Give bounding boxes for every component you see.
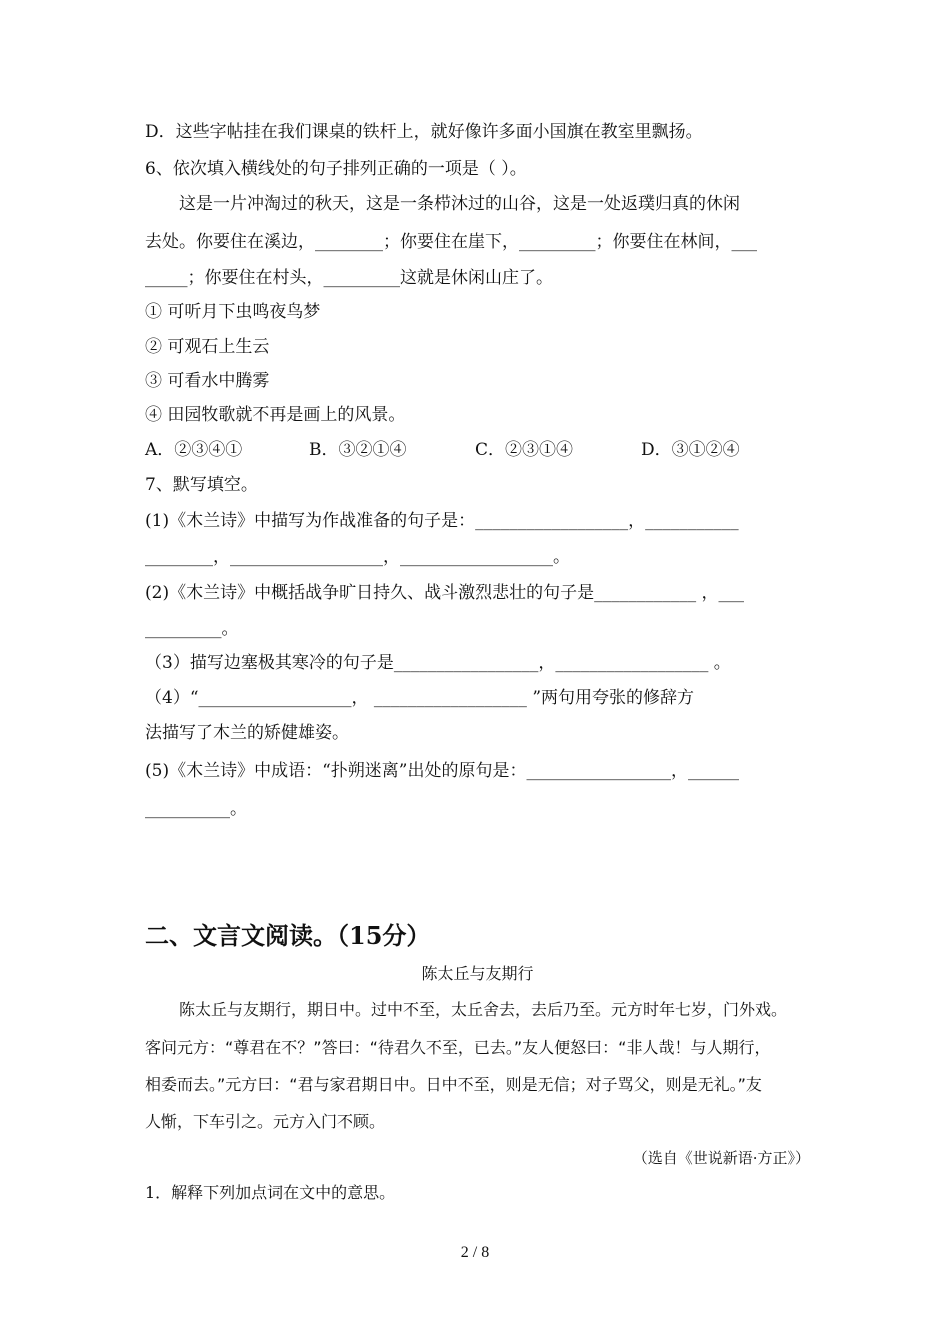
q6-passage-1: 这是一片冲淘过的秋天，这是一条栉沐过的山谷，这是一处返璞归真的休闲: [179, 194, 740, 214]
passage-title: 陈太丘与友期行: [421, 964, 534, 983]
passage-source: （选自《世说新语·方正》）: [632, 1149, 810, 1167]
q7-part-4b: 法描写了木兰的矫健雄姿。: [145, 723, 349, 743]
q7-part-2b: _________。: [145, 619, 239, 639]
q6-options: [145, 439, 810, 461]
q7-part-2a: (2)《木兰诗》中概括战争旷日持久、战斗激烈悲壮的句子是____________ ，___: [145, 583, 744, 603]
q6-option-a: A．②③④①: [145, 440, 243, 460]
passage-line-3: 相委而去。”元方曰：“君与家君期日中。日中不至，则是无信；对子骂父，则是无礼。”友: [145, 1075, 762, 1094]
sub-question-1: 1．解释下列加点词在文中的意思。: [145, 1183, 396, 1202]
question-7: 7、默写填空。: [145, 475, 258, 495]
q7-part-1a: (1)《木兰诗》中描写为作战准备的句子是：__________________，___________: [145, 511, 739, 531]
q7-part-4a: （4）“__________________， __________________ ”两句用夸张的修辞方: [145, 688, 695, 708]
question-6: 6、依次填入横线处的句子排列正确的一项是（ ）。: [145, 159, 527, 179]
page-number: 2 / 8: [460, 1244, 490, 1261]
q6-item-4: ④ 田园牧歌就不再是画上的风景。: [145, 405, 406, 425]
q7-part-3: （3）描写边塞极其寒冷的句子是_________________，__________________ 。: [145, 653, 731, 673]
line-d-option: D．这些字帖挂在我们课桌的铁杆上，就好像许多面小国旗在教室里飘扬。: [145, 122, 703, 142]
q6-option-d: D．③①②④: [641, 440, 740, 460]
passage-line-1: 陈太丘与友期行，期日中。过中不至，太丘舍去，去后乃至。元方时年七岁，门外戏。: [179, 1000, 788, 1019]
q6-option-b: B．③②①④: [309, 440, 407, 460]
q6-option-c: C．②③①④: [475, 440, 574, 460]
q7-part-1b: ________，__________________，__________________。: [145, 547, 570, 567]
section-heading: 二、文言文阅读。（15分）: [145, 921, 431, 950]
q6-passage-3: _____；你要住在村头，_________这就是休闲山庄了。: [145, 268, 553, 288]
q6-item-1: ① 可听月下虫鸣夜鸟梦: [145, 302, 321, 322]
passage-line-4: 人惭，下车引之。元方入门不顾。: [145, 1112, 386, 1131]
q7-part-5a: (5)《木兰诗》中成语：“扑朔迷离”出处的原句是：_________________，______: [145, 761, 739, 781]
q6-passage-2: 去处。你要住在溪边，________；你要住在崖下，_________；你要住在林间，___: [145, 232, 757, 252]
q7-part-5b: __________。: [145, 799, 247, 819]
passage-line-2: 客问元方：“尊君在不？”答曰：“待君久不至，已去。”友人便怒曰：“非人哉！与人期行，: [145, 1038, 771, 1057]
q6-item-3: ③ 可看水中腾雾: [145, 371, 270, 391]
q6-item-2: ② 可观石上生云: [145, 337, 270, 357]
